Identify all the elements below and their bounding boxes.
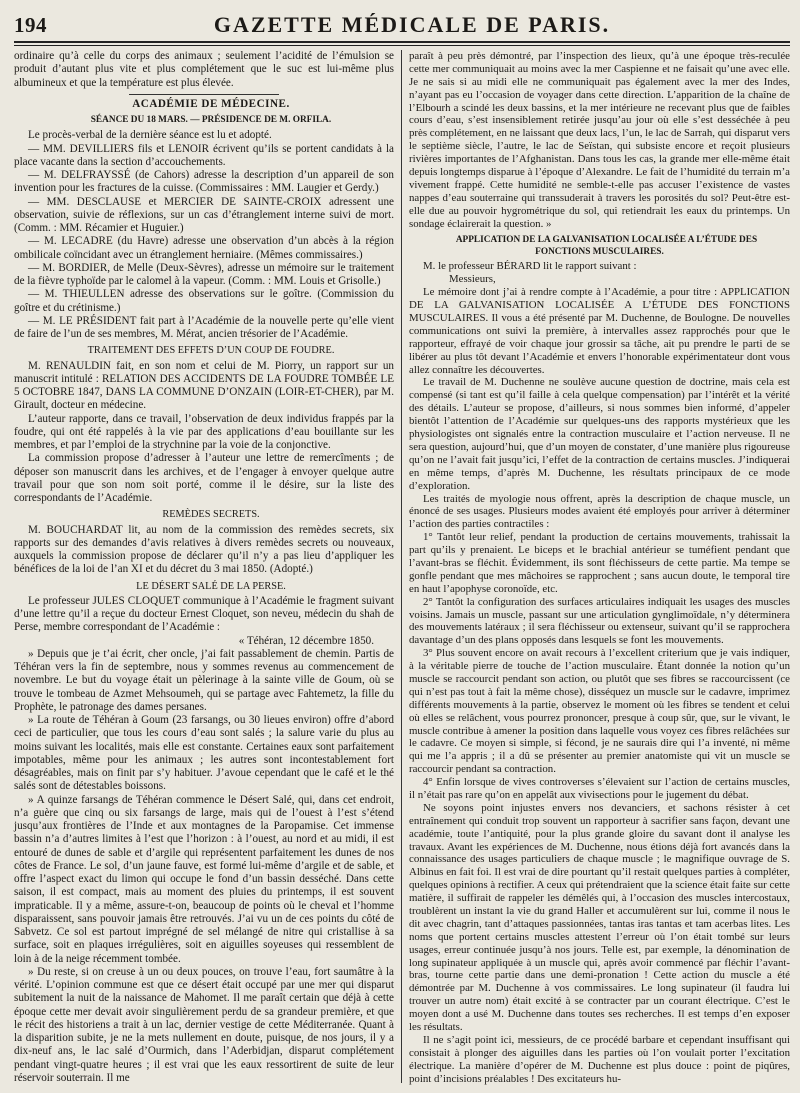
paragraph: » Depuis que je t’ai écrit, cher oncle, j’ai fait passablement de chemin. Partis de Téhéran vers la fin de septembre, nous y sommes revenus au commencement de novembre. Le but du voyage était un pèlerinage à la sainte ville de Goum, où se trouve le tombeau de Azmet Mehsoumeh, qui se partage avec Fahtemetz, la fille du Prophète, le patronage des dames persanes. (14, 647, 394, 713)
paragraph: M. RENAULDIN fait, en son nom et celui de M. Piorry, un rapport sur un manuscrit intitulé : RELATION DES ACCIDENTS DE LA FOUDRE TOMBÉE LE 5 OCTOBRE 1847, DANS LA COMMUNE D’ONZAIN (LOIR-ET-CHER), par M. Girault, docteur en médecine. (14, 359, 394, 412)
paragraph: » La route de Téhéran à Goum (23 farsangs, ou 30 lieues environ) offre d’abord ceci de particulier, que tous les cours d’eau sont salés ; la salure varie du plus au moins suivant les localités, mais elle est constante. Certaines eaux sont parfaitement impotables, même pour les animaux ; les autres sont incontestablement fort désagréables, mais on finit par s’y habituer. J’avoue cependant que le café et le thé salés sont de détestables boissons. (14, 714, 394, 793)
paragraph: Ne soyons point injustes envers nos devanciers, et sachons résister à cet entraînement qui conduit trop souvent un rapporteur à sacrifier sans façon, devant une académie, toute l’antiquité, pour la plus grande gloire du savant dont il analyse les travaux. Avant les expériences de M. Duchenne, nous étions déjà fort avancés dans la connaissance des usages particuliers de chaque muscle ; le magnifique ouvrage de S. Albinus en fait foi. Il est vrai de dire pourtant qu’il restait quelques parties à compléter, quelques opinions à rectifier. A ceux qui prétendraient que la science était faite sur cette matière, il suffirait de rappeler les démêlés qui, à l’occasion des muscles intercostaux, troublèrent un instant la vie du grand Haller et accumulèrent sur lui, comme il nous le dit avec chagrin, tant d’attaques passionnées, tantas iras tantas et tam acerbas lites. Les noms que portent certains muscles attestent l’erreur où l’on était tombé sur leurs usages, erreur continuée jusqu’à nos jours. Telle est, par exemple, la dénomination de long supinateur appliquée à un muscle qui, après avoir commencé par fléchir l’avant-bras, tourne cette partie dans une demi-pronation ! Cette action du muscle a été démontrée par M. Duchenne à vos commissaires. Le long supinateur (il faudra lui trouver un autre nom) était excité à se contracter par un courant électrique. C’est le moyen dont a usé M. Duchenne dans toutes ses recherches. Il est temps d’en exposer les résultats. (409, 801, 790, 1034)
subheading-salt-desert: LE DÉSERT SALÉ DE LA PERSE. (136, 580, 286, 592)
paragraph: L’auteur rapporte, dans ce travail, l’observation de deux individus frappés par la foudre, qui ont été rappelés à la vie par des applications d’eau bouillante sur les membres, et par l’emploi de la strychnine par la voie de la conjonctive. (14, 412, 394, 451)
salutation: Messieurs, (449, 273, 496, 286)
paragraph: — M. DELFRAYSSÉ (de Cahors) adresse la description d’un appareil de son invention pour les fractures de la cuisse. (Commissaires : MM. Laugier et Gerdy.) (14, 169, 394, 195)
session-line: SÉANCE DU 18 MARS. — PRÉSIDENCE DE M. ORFILA. (90, 115, 332, 125)
paragraph: — M. THIEULLEN adresse des observations sur le goître. (Commission du goître et du crétinisme.) (14, 288, 394, 314)
header-rule-thin (14, 45, 790, 46)
paragraph: — M. BORDIER, de Melle (Deux-Sèvres), adresse un mémoire sur le traitement de la fièvre typhoïde par le calomel à la vapeur. (Comm. : MM. Louis et Grisolle.) (14, 261, 394, 287)
page-header (14, 12, 790, 38)
paragraph: Le travail de M. Duchenne ne soulève aucune question de doctrine, mais cela est compensé (si tant est qu’il faille à cela quelque compensation) par l’intérêt et la vérité des détails. L’auteur se propose, d’ailleurs, si nous sommes bien informé, d’appeler bientôt l’attention de l’Académie sur quelques-uns des rapports mystérieux que les physiologistes ont signalés entre la contraction musculaire et l’action nerveuse. Il ne sera question, aujourd’hui, que d’un moyen de constater, d’une manière plus rigoureuse qu’on ne l’avait fait jusqu’ici, l’effet de la contraction de certains muscles. J’indiquerai en même temps, d’après M. Duchenne, les résultats principaux de ce mode d’exploration. (409, 376, 790, 492)
header-rule (14, 41, 790, 43)
paragraph: 4° Enfin lorsque de vives controverses s’élevaient sur l’action de certains muscles, il n’était pas rare qu’on en appelât aux vivisections pour le jugement du débat. (409, 776, 790, 801)
paragraph: 1° Tantôt leur relief, pendant la production de certains mouvements, trahissait la part qu’ils y prenaient. Le biceps et le brachial antérieur se tuméfient pendant que l’avant-bras se fléchit. Évidemment, ils sont fléchisseurs de cette partie. Ma tempe se gonfle pendant que mes mâchoires se rapprochent ; sans aucun doute, le temporal tire en haut l’apophyse coronoïde, etc. (409, 531, 790, 595)
section-divider (129, 94, 279, 95)
paragraph: » Du reste, si on creuse à un ou deux pouces, on trouve l’eau, fort saumâtre à la vérité. L’opinion commune est que ce désert était occupé par une mer qui disparut subitement la nuit de la naissance de Mahomet. Il me paraît certain que déjà à cette époque cette mer devait avoir singulièrement perdu de sa grandeur première, et que le récit des historiens a trait à un lac, dernier vestige de cette Méditerranée. Quant à la disparition subite, je ne la mets nullement en doute, puisque, de nos jours, il y a dix-neuf ans, le lac salé d’Ourmich, dans l’Aderbidjan, disparut complétement pendant vingt-quatre heures ; il est vrai que les eaux ressortirent de suite de leur réservoir souterrain. Il me (14, 965, 394, 1084)
paragraph: — MM. DEVILLIERS fils et LENOIR écrivent qu’ils se portent candidats à la place vacante dans la section d’accouchements. (14, 142, 394, 168)
right-column (409, 50, 790, 1085)
subheading-secret-remedies: REMÈDES SECRETS. (162, 509, 260, 521)
subheading-lightning: TRAITEMENT DES EFFETS D’UN COUP DE FOUDRE. (87, 345, 335, 357)
paragraph: — MM. DESCLAUSE et MERCIER DE SAINTE-CROIX adressent une observation, suivie de réflexions, sur un cas d’étranglement interne suivi de mort. (Comm. : MM. Récamier et Huguier.) (14, 195, 394, 234)
journal-title: GAZETTE MÉDICALE DE PARIS. (213, 12, 611, 37)
paragraph: Les traités de myologie nous offrent, après la description de chaque muscle, un énoncé de ses usages. Plusieurs modes avaient été employés pour arriver à déterminer l’action des parties contractiles : (409, 492, 790, 531)
paragraph: 2° Tantôt la configuration des surfaces articulaires indiquait les usages des muscles voisins. Jamais un muscle, passant sur une articulation gynglimoïdale, n’y déterminera des mouvements latéraux ; il sera fléchisseur ou extenseur, suivant qu’il se rapprochera davantage d’un des plans opposés dans lesquels se font les mouvements. (409, 595, 790, 647)
paragraph: paraît à peu près démontré, par l’inspection des lieux, qu’à une époque très-reculée cette mer communiquait au moins avec la mer Caspienne et ne faisait qu’une avec elle. Je ne sais si au midi elle ne communiquait pas également avec la mer des Indes, n’ayant pas eu l’occasion de voyager dans cette direction. L’apparition de la chaîne de l’Elbourh a scindé les deux bassins, et la mer intérieure ne recevant plus que de faibles cours d’eau, s’est insensiblement retirée jusqu’au jour où elle s’est desséchée à peu près complétement, en ne laissant que deux lacs, l’un, le lac de Sarrah, qui disparut vers le septième siècle, l’autre, le lac de Seïstan, qui subsiste encore et reçoit plusieurs rivières importantes de l’Afghanistan. Dans tous les cas, la grande mer elle-même était depuis longtemps disparue à l’époque d’Alexandre. Le fait de l’humidité du terrain m’a vivement frappé. Cette humidité ne semble-t-elle pas accuser l’existence de vastes nappes d’eau souterraine qui transsuderait à travers les porosités du sol? Peut-être est-elle due au pouvoir hygrométrique du sol, qui retiendrait les eaux du printemps. Un sondage éclairerait la question. » (409, 50, 790, 230)
subheading-galvanisation: APPLICATION DE LA GALVANISATION LOCALISÉE A L’ÉTUDE DES FONCTIONS MUSCULAIRES. (455, 235, 758, 258)
paragraph: Le professeur JULES CLOQUET communique à l’Académie le fragment suivant d’une lettre qu’il a reçue du docteur Ernest Cloquet, son neveu, médecin du shah de Perse, membre correspondant de l’Académie : (14, 594, 394, 634)
paragraph: » A quinze farsangs de Téhéran commence le Désert Salé, qui, dans cet endroit, n’a guère que cinq ou six farsangs de large, mais qui de l’ouest à l’est s’étend jusqu’aux frontières de l’Inde et aux montagnes de la Paropamise. Cet immense bassin n’a d’autres limites à l’est que l’horizon : à l’ouest, au nord et au midi, il est entouré de dunes de sable et d’argile qui représentent parfaitement les dunes de nos côtes de France. Le sol, d’un jaune fauve, est formé lui-même d’argile et de sable, et offre l’aspect exact du limon qui occupe le fond d’un bassin desséché. Dans cette saison, il est compact, mais au moment des pluies du printemps, il est souvent impraticable. Il y a même, assure-t-on, beaucoup de points où le cheval et l’homme disparaissent, sans pouvoir jamais être retrouvés. J’ai vu un de ces points du côté de Sabvetz. Ce sol est partout imprégné de sel mélangé de nitre qui cristallise à sa surface, soit en plaques irrégulières, soit en aiguilles soyeuses qui ressemblent de loin à de la neige récemment tombée. (14, 793, 394, 965)
paragraph: Il ne s’agit point ici, messieurs, de ce procédé barbare et cependant insuffisant qui consistait à plonger des aiguilles dans les parties où l’on voulait porter l’excitation électrique. La manière d’opérer de M. Duchenne est plus douce : point de piqûres, point d’incisions préalables ! Des excitateurs hu- (409, 1033, 790, 1085)
section-heading-academy: ACADÉMIE DE MÉDECINE. (132, 97, 290, 110)
paragraph: La commission propose d’adresser à l’auteur une lettre de remercîments ; de déposer son manuscrit dans les archives, et de l’engager à envoyer quelque autre travail pour que son nom soit porté, comme il le désire, sur la liste des correspondants de l’Académie. (14, 452, 394, 504)
paragraph: ordinaire qu’à celle du corps des animaux ; seulement l’acidité de l’émulsion se produit d’autant plus vite et plus complétement que le suc est lui-même plus albumineux et que la température est plus élevée. (14, 50, 394, 89)
paragraph: M. BOUCHARDAT lit, au nom de la commission des remèdes secrets, six rapports sur des demandes d’avis relatives à divers remèdes secrets ou nouveaux, auxquels la commission propose de déclarer qu’il n’y a pas lieu d’appliquer les bénéfices de la loi de l’an XI et du décret du 3 mai 1850. (Adopté.) (14, 523, 394, 576)
left-column (14, 50, 394, 1085)
paragraph: — M. LECADRE (du Havre) adresse une observation d’un abcès à la région ombilicale coïncidant avec un étranglement herniaire. (Mêmes commissaires.) (14, 235, 394, 261)
paragraph: Le procès-verbal de la dernière séance est lu et adopté. (28, 129, 272, 142)
column-divider (401, 50, 402, 1083)
paragraph: M. le professeur BÉRARD lit le rapport suivant : (423, 260, 637, 273)
paragraph: Le mémoire dont j’ai à rendre compte à l’Académie, a pour titre : APPLICATION DE LA GALVANISATION LOCALISÉE A L’ÉTUDE DES FONCTIONS MUSCULAIRES. Il vous a été présenté par M. Duchenne, de Boulogne. De nouvelles communications ont suivi la première, à intervalles assez rapprochés pour que le rapporteur, effrayé de voir chaque jour grossir sa tâche, ait pu prendre le parti de se libérer au plus tôt devant l’Académie et envers l’honorable expérimentateur dont vous allez connaître les découvertes. (409, 286, 790, 376)
letter-dateline: « Téhéran, 12 décembre 1850. (238, 634, 374, 647)
paragraph: — M. LE PRÉSIDENT fait part à l’Académie de la nouvelle perte qu’elle vient de faire de l’un de ses membres, M. Mérat, ancien trésorier de l’Académie. (14, 314, 394, 340)
page-number: 194 (14, 13, 47, 37)
paragraph: 3° Plus souvent encore on avait recours à l’excellent criterium que je vais indiquer, à la véritable pierre de touche de l’action musculaire. Étant donnée la notion qu’un muscle se raccourcit pendant son action, ou plutôt que ses fibres se raccourcissent (ce qui n’est pas tout à fait la même chose), disséquez un muscle sur le cadavre, imprimez différents mouvements à la partie, observez le moment où les fibres se tendent et celui où elles se relâchent, vous pourrez prononcer, presque à coup sûr, que, sur le vivant, le muscle contribue à amener la position dans laquelle vous voyez ces fibres relâchées sur le cadavre. Ce moyen si simple, si fécond, je ne saurais dire qui l’a inventé, ni même qui me l’a appris ; il a dû se présenter au premier anatomiste qui vit un muscle se raccourcir pendant sa contraction. (409, 647, 790, 776)
